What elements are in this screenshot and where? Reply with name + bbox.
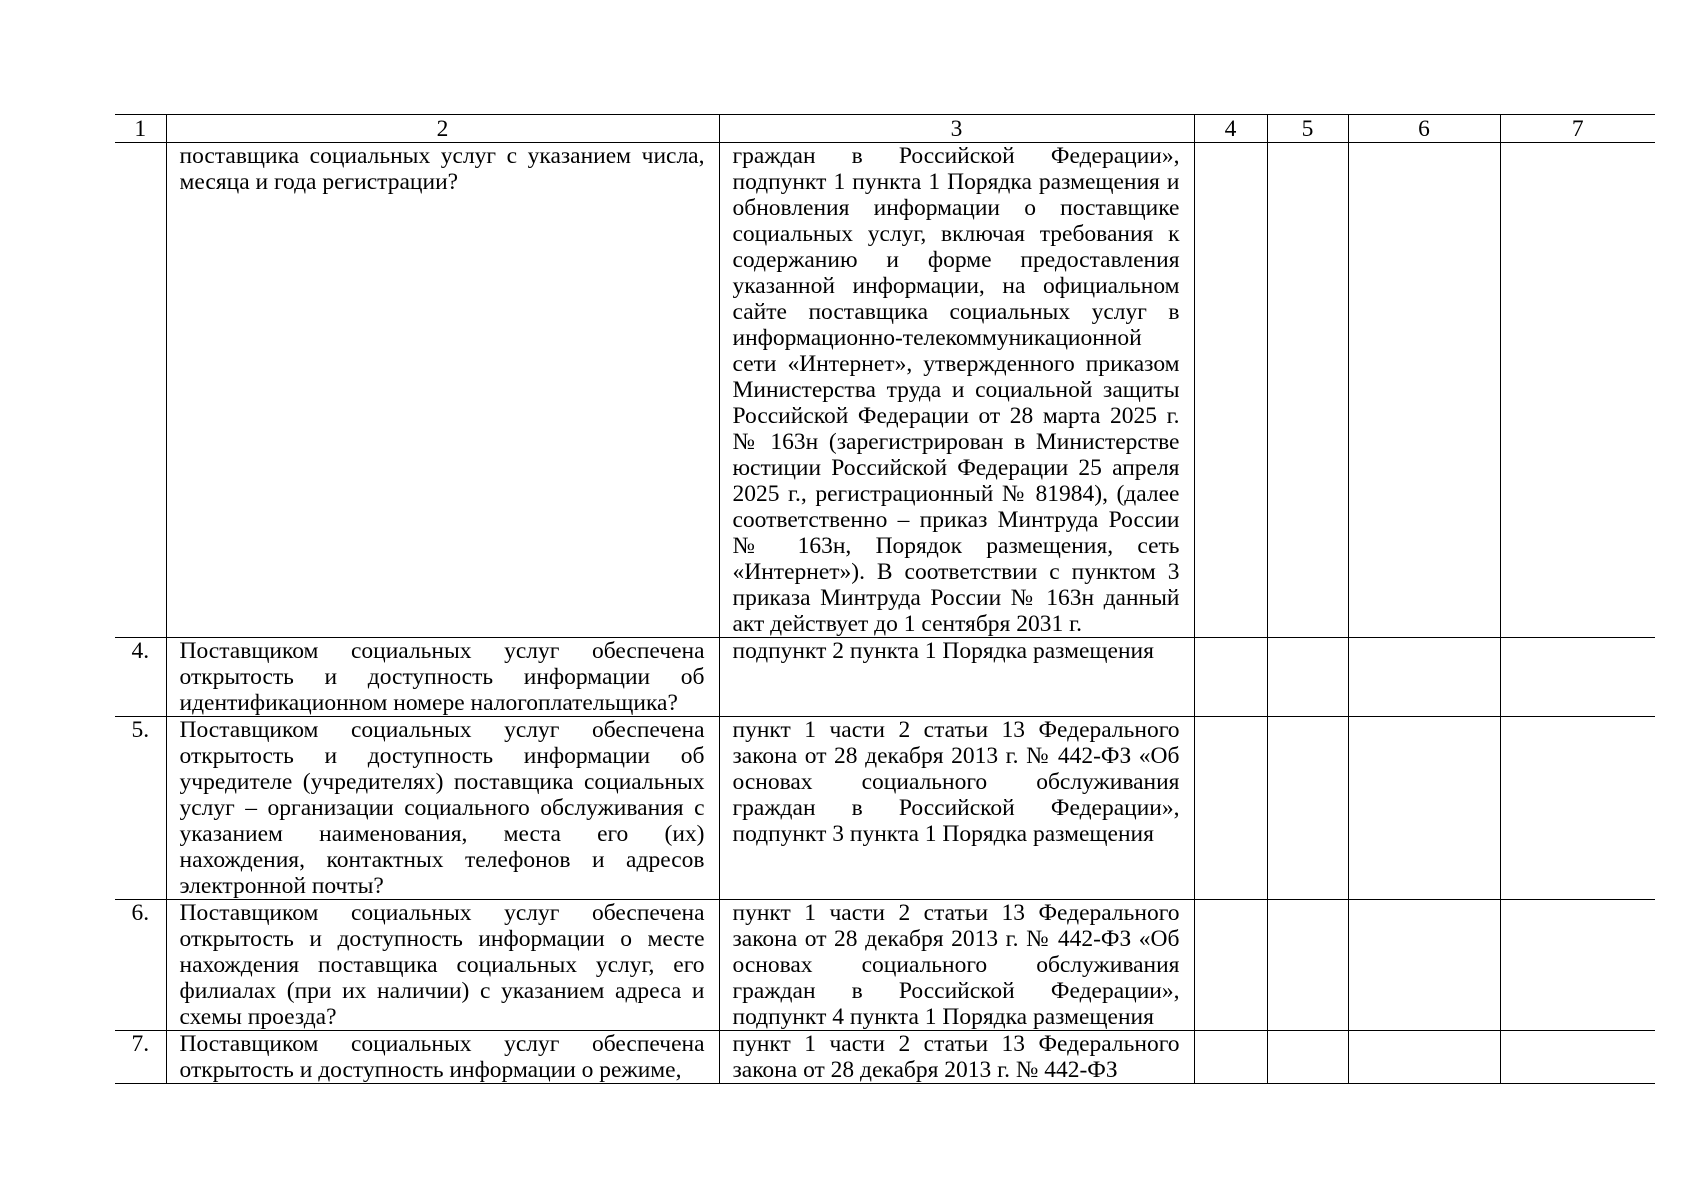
answer-yes-cell[interactable] xyxy=(1194,900,1267,1031)
question-cell: поставщика социальных услуг с указанием числа, месяца и года регистрации? xyxy=(166,143,719,638)
not-applicable-cell[interactable] xyxy=(1348,638,1500,717)
row-number: 6. xyxy=(115,900,166,1031)
legal-reference-cell: пункт 1 части 2 статьи 13 Федерального закона от 28 декабря 2013 г. № 442-ФЗ xyxy=(719,1031,1194,1084)
header-col-3: 3 xyxy=(719,115,1194,143)
header-col-4: 4 xyxy=(1194,115,1267,143)
header-col-5: 5 xyxy=(1267,115,1348,143)
table-row xyxy=(115,1031,1655,1084)
row-number xyxy=(115,143,166,638)
answer-no-cell[interactable] xyxy=(1267,900,1348,1031)
not-applicable-cell[interactable] xyxy=(1348,1031,1500,1084)
note-cell[interactable] xyxy=(1500,1031,1655,1084)
not-applicable-cell[interactable] xyxy=(1348,900,1500,1031)
answer-yes-cell[interactable] xyxy=(1194,143,1267,638)
legal-reference-cell: пункт 1 части 2 статьи 13 Федерального закона от 28 декабря 2013 г. № 442-ФЗ «Об основах социального обслуживания граждан в Российской Федерации», подпункт 3 пункта 1 Порядка размещения xyxy=(719,717,1194,900)
answer-yes-cell[interactable] xyxy=(1194,638,1267,717)
answer-yes-cell[interactable] xyxy=(1194,1031,1267,1084)
not-applicable-cell[interactable] xyxy=(1348,717,1500,900)
row-number: 4. xyxy=(115,638,166,717)
legal-reference-cell: граждан в Российской Федерации», подпункт 1 пункта 1 Порядка размещения и обновления информации о поставщике социальных услуг, включая требования к содержанию и форме предоставления указанной информации, на официальном сайте поставщика социальных услуг в информационно-телекоммуникационной сети «Интернет», утвержденного приказом Министерства труда и социальной защиты Российской Федерации от 28 марта 2025 г. № 163н (зарегистрирован в Министерстве юстиции Российской Федерации 25 апреля 2025 г., регистрационный № 81984), (далее соответственно – приказ Минтруда России № 163н, Порядок размещения, сеть «Интернет»). В соответствии с пунктом 3 приказа Минтруда России № 163н данный акт действует до 1 сентября 2031 г. xyxy=(719,143,1194,638)
header-col-2: 2 xyxy=(166,115,719,143)
answer-no-cell[interactable] xyxy=(1267,1031,1348,1084)
table-row xyxy=(115,143,1655,638)
row-number: 5. xyxy=(115,717,166,900)
table-row xyxy=(115,900,1655,1031)
header-col-6: 6 xyxy=(1348,115,1500,143)
note-cell[interactable] xyxy=(1500,717,1655,900)
answer-yes-cell[interactable] xyxy=(1194,717,1267,900)
question-cell: Поставщиком социальных услуг обеспечена открытость и доступность информации об идентификационном номере налогоплательщика? xyxy=(166,638,719,717)
header-col-1: 1 xyxy=(115,115,166,143)
question-cell: Поставщиком социальных услуг обеспечена открытость и доступность информации о режиме, xyxy=(166,1031,719,1084)
table-row xyxy=(115,717,1655,900)
note-cell[interactable] xyxy=(1500,638,1655,717)
header-col-7: 7 xyxy=(1500,115,1655,143)
checklist-table xyxy=(115,114,1655,1084)
note-cell[interactable] xyxy=(1500,143,1655,638)
row-number: 7. xyxy=(115,1031,166,1084)
not-applicable-cell[interactable] xyxy=(1348,143,1500,638)
answer-no-cell[interactable] xyxy=(1267,717,1348,900)
answer-no-cell[interactable] xyxy=(1267,638,1348,717)
header-row xyxy=(115,115,1655,143)
legal-reference-cell: пункт 1 части 2 статьи 13 Федерального закона от 28 декабря 2013 г. № 442-ФЗ «Об основах социального обслуживания граждан в Российской Федерации», подпункт 4 пункта 1 Порядка размещения xyxy=(719,900,1194,1031)
note-cell[interactable] xyxy=(1500,900,1655,1031)
answer-no-cell[interactable] xyxy=(1267,143,1348,638)
legal-reference-cell: подпункт 2 пункта 1 Порядка размещения xyxy=(719,638,1194,717)
question-cell: Поставщиком социальных услуг обеспечена открытость и доступность информации о месте нахождения поставщика социальных услуг, его филиалах (при их наличии) с указанием адреса и схемы проезда? xyxy=(166,900,719,1031)
table-row xyxy=(115,638,1655,717)
question-cell: Поставщиком социальных услуг обеспечена открытость и доступность информации об учредителе (учредителях) поставщика социальных услуг – организации социального обслуживания с указанием наименования, места его (их) нахождения, контактных телефонов и адресов электронной почты? xyxy=(166,717,719,900)
